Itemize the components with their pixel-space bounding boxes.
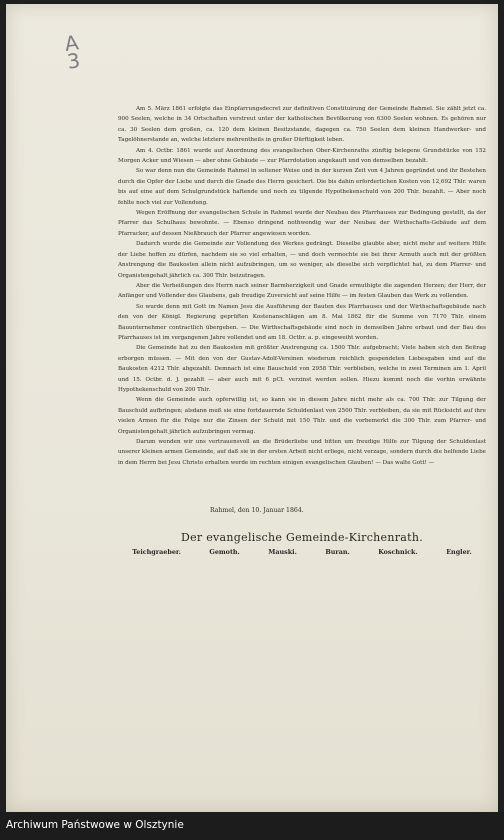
paragraph: Am 4. Octbr. 1861 wurde auf Anordnung des evangelischen Ober-Kirchenraths zünftig belegene Grundstücke von 152 Morgen Acker und Wiesen — aber ohne Gebäude — zur Pfarrdotation angekauft und von demselben bezahlt. [118, 147, 486, 165]
document-body [118, 104, 486, 468]
pencil-annotation [63, 30, 83, 74]
paragraph: Wegen Eröffnung der evangelischen Schule in Rahmel wurde der Neubau des Pfarrhauses zur Bedingung gestellt, da der Pfarrer das Schulhaus bewohnte. — Ebenso dringend nothwendig war der Neubau der Wirthschafts-Gebäude auf dem Pfarracker, auf dessen Nießbrauch der Pfarrer angewiesen worden. [118, 210, 486, 237]
signer-name: Koschnick. [378, 548, 418, 556]
council-title: Der evangelische Gemeinde-Kirchenrath. [180, 531, 424, 544]
paragraph: Aber die Verheißungen des Herrn nach seiner Barmherzigkeit und Gnade ermuthigte die zagenden Herzen; der Herr, der Anfänger und Vollender des Glaubens, gab freudige Zuversicht auf seine Hilfe — im festen Glauben das Werk zu vollenden. [118, 282, 486, 300]
pencil-mark-number: 3 [65, 48, 82, 74]
pencil-mark-letter: A [63, 30, 81, 56]
dateline: Rahmel, den 10. Januar 1864. [210, 507, 304, 514]
signer-name: Buran. [325, 548, 350, 556]
paragraph: Dadurch wurde die Gemeinde zur Vollendung des Werkes gedrängt. Dieselbe glaubte aber, nicht mehr auf weitere Hilfe der Liebe hoffen zu dürfen, nachdem sie so viel erhalten, — und doch vermochte sie bei ihrer Armuth auch mit der größten Anstrengung die Baukosten allein nicht aufzubringen, um so weniger, als dieselbe sich verpflichtet hat, zu dem Pfarrer- und Organistengehalt jährlich ca. 300 Thlr. beizutragen. [118, 241, 486, 279]
signers-row [118, 548, 486, 556]
paragraph: So war denn nun die Gemeinde Rahmel in seltener Weise und in der kurzen Zeit von 4 Jahren gegründet und ihr Bestehen durch die Opfer der Liebe und durch die Gnade des Herrn gesichert. Die bis dahin erforderlichen Kosten von 12,692 Thlr. waren bis auf eine auf dem Schulgrundstück haftende und noch zu tilgende Hypothekenschuld von 200 Thlr. bezahlt. — Aber noch fehlte noch viel zur Vollendung. [118, 168, 486, 206]
paragraph: Die Gemeinde hat zu den Baukosten mit größter Anstrengung ca. 1500 Thlr. aufgebracht; Viele haben sich den Beitrag erborgen müssen. — Mit den von der Gustav-Adolf-Vereinen wiederum reichlich gespendeten Liebesgaben sind auf die Baukosten 4212 Thlr. abgezahlt. Demnach ist eine Bauschuld von 2958 Thlr. verblieben, welche in zwei Terminen am 1. April und 15. Octbr. d. J. gezahlt — aber auch mit 6 pCt. verzinst werden sollen. Hiezu kommt noch die vorhin erwähnte Hypothekenschuld von 200 Thlr. [118, 345, 486, 393]
archive-label: Archiwum Państwowe w Olsztynie [6, 819, 184, 831]
footer-bar [0, 812, 504, 840]
signer-name: Gemoth. [209, 548, 240, 556]
signer-name: Mauski. [268, 548, 297, 556]
paragraph: Darum wenden wir uns vertrauensvoll an die Brüderliebe und bitten um freudige Hilfe zur Tilgung der Schuldenlast unserer kleinen armen Gemeinde, auf daß sie in der ersten Arbeit nicht erliege, nicht verzage, sondern durch die helfende Liebe in dem Herrn bei Jesu Christo erhalten werde im rechten einigen evangelischen Glauben! — Das walte Gott! — [118, 439, 486, 466]
paragraph: Am 5. März 1861 erfolgte das Einpfarrungsdecret zur definitiven Constituirung der Gemeinde Rahmel. Sie zählt jetzt ca. 900 Seelen, welche in 34 Ortschaften verstreut unter der katholischen Bevölkerung von 6300 Seelen wohnen. Es gehören nur ca. 30 Seelen dem großen, ca. 120 dem kleinen Besitzstande, dagegen ca. 750 Seelen dem kleinen Handwerker- und Tagelöhnerstande an, welche letztere mehrentheils in großer Dürftigkeit leben. [118, 106, 486, 144]
paragraph: So wurde denn mit Gott im Namen Jesu die Ausführung der Bauten des Pfarrhauses und der Wirthschaftsgebäude nach den von der Königl. Regierung geprüften Kostenanschlägen am 8. Mai 1862 für die Summe von 7170 Thlr. einem Bauunternehmer contractlich übergeben. — Die Wirthschaftsgebäude sind noch in demselben Jahre erbaut und der Bau des Pfarrhauses ist im vergangenen Jahre vollendet und am 18. Octbr. a. p. eingeweiht worden. [118, 303, 486, 341]
paragraph: Wenn die Gemeinde auch opferwillig ist, so kann sie in diesem Jahre nicht mehr als ca. 700 Thlr. zur Tilgung der Bauschuld aufbringen; alsdann muß sie eine fortdauernde Schuldenlast von 2500 Thlr. verbleiben, da sie mit Rücksicht auf ihre vielen Armen für die Folge nur die Zinsen der Schuld mit 150 Thlr. und die vorbemerkt die 300 Thlr. zum Pfarrer- und Organistengehalt jährlich aufzubringen vermag. [118, 397, 486, 435]
signer-name: Engler. [446, 548, 472, 556]
signer-name: Teichgraeber. [132, 548, 181, 556]
